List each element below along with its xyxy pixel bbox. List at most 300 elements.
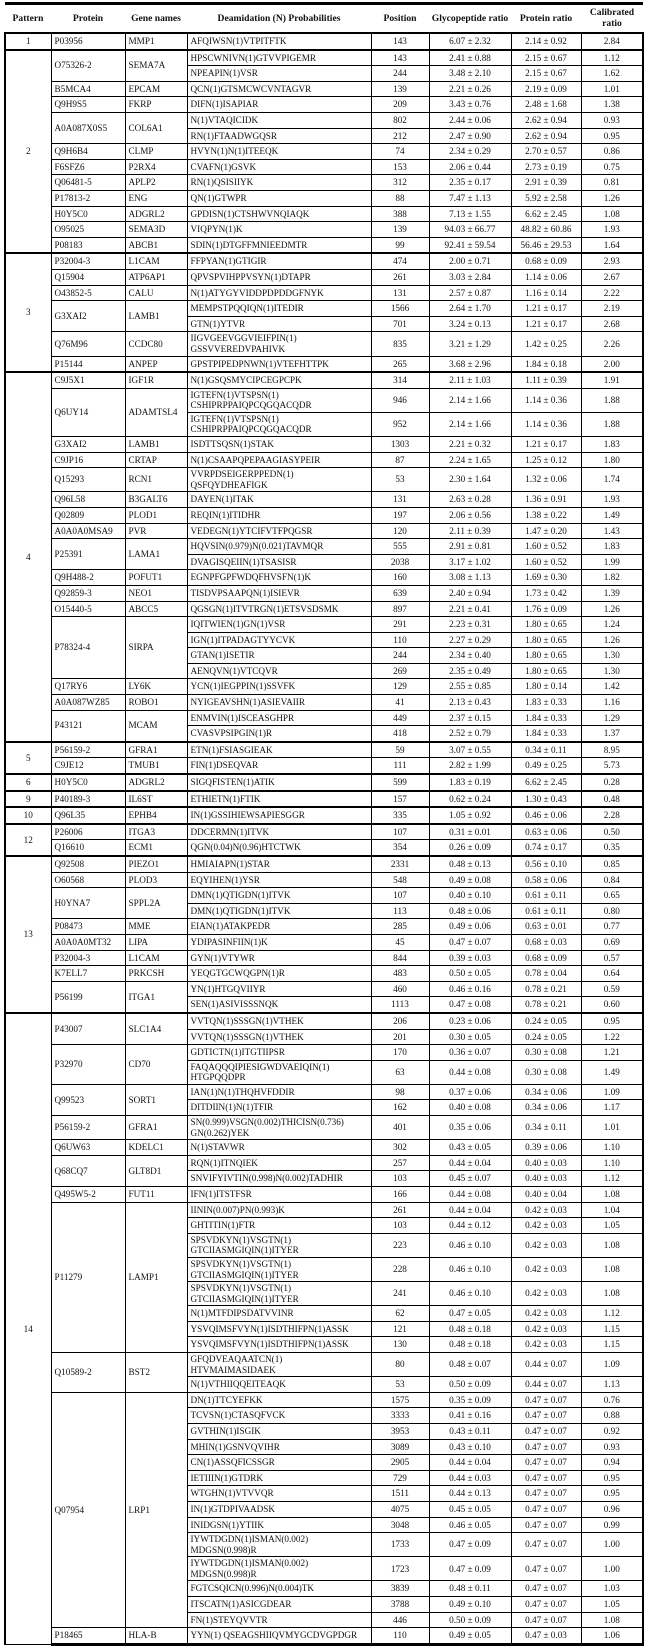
protein-ratio-cell: 0.47 ± 0.07 — [511, 1455, 581, 1471]
position-cell: 143 — [371, 33, 429, 50]
protein-ratio-cell: 0.42 ± 0.03 — [511, 1306, 581, 1322]
peptide-cell: EGNPFGPFWDQFHVSFN(1)K — [187, 570, 371, 586]
peptide-cell: DIFN(1)ISAPIAR — [187, 97, 371, 113]
calibrated-ratio-cell: 0.93 — [581, 113, 643, 129]
calibrated-ratio-cell: 1.08 — [581, 1282, 643, 1306]
calibrated-ratio-cell: 2.26 — [581, 332, 643, 356]
gene-cell: LY6K — [125, 679, 187, 695]
glycopeptide-ratio-cell: 0.46 ± 0.10 — [429, 1257, 511, 1281]
position-cell: 244 — [371, 66, 429, 82]
table-row — [5, 452, 643, 468]
header-pattern: Pattern — [5, 4, 51, 34]
table-row — [5, 97, 643, 113]
table-row — [5, 1116, 643, 1140]
peptide-cell: GPSTPIPEDPNWN(1)VTEFHTTPK — [187, 356, 371, 372]
protein-cell: P25391 — [51, 539, 125, 570]
calibrated-ratio-cell: 1.26 — [581, 191, 643, 207]
pattern-cell: 10 — [5, 807, 51, 824]
position-cell: 153 — [371, 159, 429, 175]
peptide-cell: SEN(1)ASIVISSSNQK — [187, 997, 371, 1013]
glycopeptide-ratio-cell: 0.48 ± 0.07 — [429, 1353, 511, 1377]
peptide-cell: ISDTTSQSN(1)STAK — [187, 437, 371, 453]
peptide-cell: SDIN(1)DTGFFMNIEEDMTR — [187, 237, 371, 253]
protein-cell: Q9H488-2 — [51, 570, 125, 586]
calibrated-ratio-cell: 0.95 — [581, 1013, 643, 1029]
peptide-cell: RN(1)QSISIIYK — [187, 175, 371, 191]
table-row — [5, 1155, 643, 1171]
position-cell: 241 — [371, 1282, 429, 1306]
gene-cell: ECM1 — [125, 840, 187, 856]
protein-cell: G3XAI2 — [51, 301, 125, 332]
glycopeptide-ratio-cell: 0.43 ± 0.11 — [429, 1423, 511, 1439]
glycopeptide-ratio-cell: 2.13 ± 0.43 — [429, 695, 511, 711]
position-cell: 139 — [371, 81, 429, 97]
position-cell: 1113 — [371, 997, 429, 1013]
calibrated-ratio-cell: 1.39 — [581, 585, 643, 601]
peptide-cell: DITDIIN(1)N(1)TFIR — [187, 1100, 371, 1116]
glycopeptide-ratio-cell: 0.49 ± 0.08 — [429, 872, 511, 888]
peptide-cell: N(1)VTAQICIDK — [187, 113, 371, 129]
table-row — [5, 950, 643, 966]
gene-cell: LAMA1 — [125, 539, 187, 570]
protein-ratio-cell: 0.34 ± 0.11 — [511, 1116, 581, 1140]
calibrated-ratio-cell: 1.42 — [581, 679, 643, 695]
calibrated-ratio-cell: 0.75 — [581, 159, 643, 175]
protein-cell: P11279 — [51, 1202, 125, 1352]
calibrated-ratio-cell: 1.15 — [581, 1337, 643, 1353]
glycopeptide-ratio-cell: 0.46 ± 0.16 — [429, 981, 511, 997]
protein-ratio-cell: 0.47 ± 0.07 — [511, 1423, 581, 1439]
glycopeptide-ratio-cell: 0.44 ± 0.08 — [429, 1060, 511, 1084]
table-row — [5, 388, 643, 412]
gene-cell: LAMB1 — [125, 437, 187, 453]
protein-ratio-cell: 0.44 ± 0.07 — [511, 1377, 581, 1393]
peptide-cell: IYWTDGDN(1)ISMAN(0.002) MDGSN(0.998)R — [187, 1533, 371, 1557]
glycopeptide-ratio-cell: 0.45 ± 0.05 — [429, 1501, 511, 1517]
position-cell: 555 — [371, 539, 429, 555]
calibrated-ratio-cell: 1.00 — [581, 1557, 643, 1581]
position-cell: 599 — [371, 774, 429, 791]
position-cell: 269 — [371, 663, 429, 679]
position-cell: 74 — [371, 144, 429, 160]
calibrated-ratio-cell: 1.43 — [581, 523, 643, 539]
gene-cell: SEMA3D — [125, 222, 187, 238]
protein-cell: P17813-2 — [51, 191, 125, 207]
peptide-cell: HQVSIN(0.979)N(0.021)TAVMQR — [187, 539, 371, 555]
position-cell: 3788 — [371, 1597, 429, 1613]
protein-ratio-cell: 1.84 ± 0.33 — [511, 710, 581, 726]
peptide-cell: QCN(1)GTSMCWCVNTAGVR — [187, 81, 371, 97]
glycopeptide-ratio-cell: 2.00 ± 0.71 — [429, 253, 511, 269]
gene-cell: P2RX4 — [125, 159, 187, 175]
gene-cell: SPPL2A — [125, 888, 187, 919]
protein-cell: Q07954 — [51, 1392, 125, 1627]
table-row — [5, 113, 643, 129]
gene-cell: COL6A1 — [125, 113, 187, 144]
gene-cell: EPCAM — [125, 81, 187, 97]
position-cell: 121 — [371, 1321, 429, 1337]
pattern-cell: 13 — [5, 856, 51, 1013]
peptide-cell: VEDEGN(1)YTCIFVTFPQGSR — [187, 523, 371, 539]
glycopeptide-ratio-cell: 2.91 ± 0.81 — [429, 539, 511, 555]
glycopeptide-ratio-cell: 2.14 ± 1.66 — [429, 412, 511, 436]
calibrated-ratio-cell: 1.88 — [581, 388, 643, 412]
glycopeptide-ratio-cell: 2.23 ± 0.31 — [429, 617, 511, 633]
glycopeptide-ratio-cell: 0.50 ± 0.09 — [429, 1377, 511, 1393]
protein-cell: O15440-5 — [51, 601, 125, 617]
protein-ratio-cell: 0.47 ± 0.07 — [511, 1439, 581, 1455]
glycopeptide-ratio-cell: 0.49 ± 0.05 — [429, 1628, 511, 1645]
protein-ratio-cell: 1.14 ± 0.36 — [511, 412, 581, 436]
table-row — [5, 791, 643, 808]
peptide-cell: GVTHIN(1)ISGIK — [187, 1423, 371, 1439]
position-cell: 418 — [371, 726, 429, 742]
table-row — [5, 285, 643, 301]
peptide-cell: QN(1)GTWPR — [187, 191, 371, 207]
position-cell: 201 — [371, 1029, 429, 1045]
gene-cell: CD70 — [125, 1045, 187, 1085]
glycopeptide-ratio-cell: 0.44 ± 0.04 — [429, 1455, 511, 1471]
table-row — [5, 679, 643, 695]
protein-ratio-cell: 1.21 ± 0.17 — [511, 316, 581, 332]
gene-cell: GFRA1 — [125, 1116, 187, 1140]
table-row — [5, 1045, 643, 1061]
glycopeptide-ratio-cell: 0.35 ± 0.06 — [429, 1116, 511, 1140]
protein-ratio-cell: 6.62 ± 2.45 — [511, 774, 581, 791]
protein-cell: Q495W5-2 — [51, 1187, 125, 1203]
protein-ratio-cell: 1.80 ± 0.65 — [511, 663, 581, 679]
protein-ratio-cell: 0.47 ± 0.07 — [511, 1581, 581, 1597]
position-cell: 449 — [371, 710, 429, 726]
calibrated-ratio-cell: 0.95 — [581, 128, 643, 144]
calibrated-ratio-cell: 1.30 — [581, 663, 643, 679]
calibrated-ratio-cell: 0.64 — [581, 966, 643, 982]
protein-ratio-cell: 1.80 ± 0.65 — [511, 632, 581, 648]
position-cell: 639 — [371, 585, 429, 601]
peptide-cell: HVYN(1)N(1)ITEEQK — [187, 144, 371, 160]
calibrated-ratio-cell: 0.93 — [581, 1439, 643, 1455]
protein-ratio-cell: 0.42 ± 0.03 — [511, 1218, 581, 1234]
peptide-cell: SPSVDKYN(1)VSGTN(1) GTCIIASMGIQIN(1)ITYER — [187, 1233, 371, 1257]
glycopeptide-ratio-cell: 1.83 ± 0.19 — [429, 774, 511, 791]
calibrated-ratio-cell: 1.21 — [581, 1045, 643, 1061]
glycopeptide-ratio-cell: 92.41 ± 59.54 — [429, 237, 511, 253]
peptide-cell: YSVQIMSFVYN(1)ISDTHIFPN(1)ASSK — [187, 1337, 371, 1353]
protein-ratio-cell: 0.42 ± 0.03 — [511, 1337, 581, 1353]
peptide-cell: SPSVDKYN(1)VSGTN(1) GTCIIASMGIQIN(1)ITYER — [187, 1282, 371, 1306]
protein-cell: G3XAI2 — [51, 437, 125, 453]
protein-cell: A0A0A0MT32 — [51, 934, 125, 950]
position-cell: 291 — [371, 617, 429, 633]
position-cell: 41 — [371, 695, 429, 711]
protein-cell: P08473 — [51, 919, 125, 935]
peptide-cell: EQYIHEN(1)YSR — [187, 872, 371, 888]
protein-cell: P32970 — [51, 1045, 125, 1085]
gene-cell: PIEZO1 — [125, 856, 187, 872]
gene-cell: ADGRL2 — [125, 774, 187, 791]
peptide-cell: QPVSPVIHPPVSYN(1)DTAPR — [187, 269, 371, 285]
protein-cell: K7ELL7 — [51, 966, 125, 982]
protein-ratio-cell: 0.30 ± 0.08 — [511, 1060, 581, 1084]
table-row — [5, 437, 643, 453]
protein-ratio-cell: 0.49 ± 0.25 — [511, 758, 581, 774]
gene-cell: ADAMTSL4 — [125, 388, 187, 436]
peptide-cell: IN(1)GTDPIVAADSK — [187, 1501, 371, 1517]
calibrated-ratio-cell: 1.01 — [581, 81, 643, 97]
header-protein-ratio: Protein ratio — [511, 4, 581, 34]
position-cell: 53 — [371, 468, 429, 492]
position-cell: 1723 — [371, 1557, 429, 1581]
protein-ratio-cell: 2.19 ± 0.09 — [511, 81, 581, 97]
position-cell: 197 — [371, 507, 429, 523]
table-row — [5, 175, 643, 191]
gene-cell: LRP1 — [125, 1392, 187, 1627]
table-row — [5, 206, 643, 222]
protein-cell: H0Y5C0 — [51, 774, 125, 791]
calibrated-ratio-cell: 0.28 — [581, 774, 643, 791]
table-row — [5, 222, 643, 238]
calibrated-ratio-cell: 1.15 — [581, 1321, 643, 1337]
glycopeptide-ratio-cell: 2.82 ± 1.99 — [429, 758, 511, 774]
position-cell: 162 — [371, 1100, 429, 1116]
glycopeptide-ratio-cell: 2.57 ± 0.87 — [429, 285, 511, 301]
position-cell: 129 — [371, 679, 429, 695]
position-cell: 120 — [371, 523, 429, 539]
glycopeptide-ratio-cell: 0.47 ± 0.09 — [429, 1557, 511, 1581]
protein-ratio-cell: 0.47 ± 0.07 — [511, 1408, 581, 1424]
position-cell: 166 — [371, 1187, 429, 1203]
table-row — [5, 570, 643, 586]
glycopeptide-ratio-cell: 2.11 ± 0.39 — [429, 523, 511, 539]
calibrated-ratio-cell: 0.69 — [581, 934, 643, 950]
table-row — [5, 774, 643, 791]
glycopeptide-ratio-cell: 2.37 ± 0.15 — [429, 710, 511, 726]
gene-cell: SIRPA — [125, 617, 187, 679]
glycopeptide-ratio-cell: 2.41 ± 0.88 — [429, 50, 511, 66]
gene-cell: MCAM — [125, 710, 187, 742]
header-gene-names: Gene names — [125, 4, 187, 34]
table-header — [5, 4, 643, 34]
protein-ratio-cell: 0.40 ± 0.03 — [511, 1155, 581, 1171]
calibrated-ratio-cell: 0.99 — [581, 1517, 643, 1533]
gene-cell: PVR — [125, 523, 187, 539]
protein-ratio-cell: 1.80 ± 0.14 — [511, 679, 581, 695]
glycopeptide-ratio-cell: 3.07 ± 0.55 — [429, 742, 511, 758]
protein-ratio-cell: 2.62 ± 0.94 — [511, 113, 581, 129]
calibrated-ratio-cell: 1.03 — [581, 1581, 643, 1597]
peptide-cell: SIGQFISTEN(1)ATIK — [187, 774, 371, 791]
calibrated-ratio-cell: 1.93 — [581, 492, 643, 508]
table-row — [5, 742, 643, 758]
position-cell: 63 — [371, 1060, 429, 1084]
calibrated-ratio-cell: 1.12 — [581, 50, 643, 66]
calibrated-ratio-cell: 1.80 — [581, 452, 643, 468]
calibrated-ratio-cell: 2.19 — [581, 301, 643, 317]
protein-ratio-cell: 0.58 ± 0.06 — [511, 872, 581, 888]
position-cell: 244 — [371, 648, 429, 664]
protein-ratio-cell: 0.47 ± 0.07 — [511, 1612, 581, 1628]
calibrated-ratio-cell: 1.06 — [581, 1628, 643, 1645]
pattern-cell: 1 — [5, 33, 51, 50]
position-cell: 302 — [371, 1140, 429, 1156]
table-row — [5, 601, 643, 617]
peptide-cell: VVTQN(1)SSSGN(1)VTHEK — [187, 1013, 371, 1029]
peptide-cell: GPDISN(1)CTSHWVNQIAQK — [187, 206, 371, 222]
peptide-cell: IGTEFN(1)VTSPSN(1) CSHIPRPPAIQPCQGQACQDR — [187, 412, 371, 436]
glycopeptide-ratio-cell: 2.21 ± 0.26 — [429, 81, 511, 97]
calibrated-ratio-cell: 1.37 — [581, 726, 643, 742]
protein-ratio-cell: 0.42 ± 0.03 — [511, 1321, 581, 1337]
peptide-cell: VIQPYN(1)K — [187, 222, 371, 238]
gene-cell: IL6ST — [125, 791, 187, 808]
glycopeptide-ratio-cell: 0.48 ± 0.18 — [429, 1321, 511, 1337]
protein-ratio-cell: 5.92 ± 2.58 — [511, 191, 581, 207]
calibrated-ratio-cell: 1.24 — [581, 617, 643, 633]
glycopeptide-ratio-cell: 94.03 ± 66.77 — [429, 222, 511, 238]
protein-cell: Q15904 — [51, 269, 125, 285]
protein-ratio-cell: 1.21 ± 0.17 — [511, 301, 581, 317]
protein-ratio-cell: 1.14 ± 0.36 — [511, 388, 581, 412]
calibrated-ratio-cell: 1.08 — [581, 1187, 643, 1203]
peptide-cell: GTAN(1)ISETIR — [187, 648, 371, 664]
table-row — [5, 872, 643, 888]
peptide-cell: CVAFN(1)GSVK — [187, 159, 371, 175]
protein-cell: O95025 — [51, 222, 125, 238]
gene-cell: FUT11 — [125, 1187, 187, 1203]
protein-ratio-cell: 0.68 ± 0.09 — [511, 253, 581, 269]
glycopeptide-ratio-cell: 0.47 ± 0.05 — [429, 1306, 511, 1322]
protein-ratio-cell: 1.21 ± 0.17 — [511, 437, 581, 453]
calibrated-ratio-cell: 0.88 — [581, 1408, 643, 1424]
protein-cell: Q92859-3 — [51, 585, 125, 601]
peptide-cell: TISDVPSAAPQN(1)ISIEVR — [187, 585, 371, 601]
gene-cell: NEO1 — [125, 585, 187, 601]
gene-cell: MMP1 — [125, 33, 187, 50]
pattern-cell: 14 — [5, 1013, 51, 1644]
glycopeptide-ratio-cell: 2.47 ± 0.90 — [429, 128, 511, 144]
peptide-cell: YEQGTGCWQGPN(1)R — [187, 966, 371, 982]
protein-ratio-cell: 0.24 ± 0.05 — [511, 1029, 581, 1045]
protein-cell: Q17RY6 — [51, 679, 125, 695]
protein-ratio-cell: 1.32 ± 0.06 — [511, 468, 581, 492]
calibrated-ratio-cell: 0.95 — [581, 1470, 643, 1486]
glycopeptide-ratio-cell: 2.55 ± 0.85 — [429, 679, 511, 695]
peptide-cell: IQITWIEN(1)GN(1)VSR — [187, 617, 371, 633]
protein-cell: Q10589-2 — [51, 1353, 125, 1393]
calibrated-ratio-cell: 1.05 — [581, 1218, 643, 1234]
protein-ratio-cell: 1.38 ± 0.22 — [511, 507, 581, 523]
position-cell: 98 — [371, 1084, 429, 1100]
position-cell: 2905 — [371, 1455, 429, 1471]
peptide-cell: GHTITIN(1)FTR — [187, 1218, 371, 1234]
table-row — [5, 1353, 643, 1377]
calibrated-ratio-cell: 0.80 — [581, 903, 643, 919]
table-row — [5, 1013, 643, 1029]
glycopeptide-ratio-cell: 2.30 ± 1.64 — [429, 468, 511, 492]
protein-cell: P08183 — [51, 237, 125, 253]
protein-ratio-cell: 0.47 ± 0.07 — [511, 1517, 581, 1533]
position-cell: 3953 — [371, 1423, 429, 1439]
calibrated-ratio-cell: 1.01 — [581, 1116, 643, 1140]
peptide-cell: FFPYAN(1)GTIGIR — [187, 253, 371, 269]
peptide-cell: DMN(1)QTIGDN(1)ITVK — [187, 888, 371, 904]
gene-cell: ITGA1 — [125, 981, 187, 1013]
protein-ratio-cell: 0.47 ± 0.07 — [511, 1533, 581, 1557]
glycopeptide-ratio-cell: 3.03 ± 2.84 — [429, 269, 511, 285]
position-cell: 99 — [371, 237, 429, 253]
protein-cell: Q99523 — [51, 1084, 125, 1115]
protein-cell: A0A087WZ85 — [51, 695, 125, 711]
protein-cell: C9JP16 — [51, 452, 125, 468]
calibrated-ratio-cell: 1.12 — [581, 1171, 643, 1187]
position-cell: 483 — [371, 966, 429, 982]
protein-cell: P56199 — [51, 981, 125, 1013]
protein-ratio-cell: 6.62 ± 2.45 — [511, 206, 581, 222]
position-cell: 160 — [371, 570, 429, 586]
position-cell: 897 — [371, 601, 429, 617]
table-row — [5, 1187, 643, 1203]
calibrated-ratio-cell: 1.10 — [581, 1140, 643, 1156]
table-row — [5, 758, 643, 774]
table-row — [5, 966, 643, 982]
glycopeptide-ratio-cell: 3.24 ± 0.13 — [429, 316, 511, 332]
protein-cell: Q68CQ7 — [51, 1155, 125, 1186]
protein-ratio-cell: 0.30 ± 0.08 — [511, 1045, 581, 1061]
protein-ratio-cell: 0.46 ± 0.06 — [511, 807, 581, 824]
protein-ratio-cell: 0.68 ± 0.09 — [511, 950, 581, 966]
protein-ratio-cell: 2.15 ± 0.67 — [511, 66, 581, 82]
glycopeptide-ratio-cell: 2.11 ± 1.03 — [429, 372, 511, 388]
position-cell: 110 — [371, 1628, 429, 1645]
protein-cell: B5MCA4 — [51, 81, 125, 97]
table-row — [5, 50, 643, 66]
peptide-cell: RQN(1)ITNQIEK — [187, 1155, 371, 1171]
gene-cell: ABCB1 — [125, 237, 187, 253]
table-row — [5, 523, 643, 539]
glycopeptide-ratio-cell: 2.06 ± 0.44 — [429, 159, 511, 175]
calibrated-ratio-cell: 1.26 — [581, 601, 643, 617]
calibrated-ratio-cell: 1.08 — [581, 206, 643, 222]
position-cell: 212 — [371, 128, 429, 144]
protein-ratio-cell: 1.80 ± 0.65 — [511, 617, 581, 633]
peptide-cell: IETIIIN(1)GTDRK — [187, 1470, 371, 1486]
table-row — [5, 269, 643, 285]
table-row — [5, 617, 643, 633]
gene-cell: POFUT1 — [125, 570, 187, 586]
protein-cell: A0A0A0MSA9 — [51, 523, 125, 539]
table-row — [5, 824, 643, 840]
protein-ratio-cell: 0.24 ± 0.05 — [511, 1013, 581, 1029]
peptide-cell: FIN(1)DSEQVAR — [187, 758, 371, 774]
calibrated-ratio-cell: 2.00 — [581, 356, 643, 372]
protein-cell: H0Y5C0 — [51, 206, 125, 222]
glycopeptide-ratio-cell: 0.44 ± 0.12 — [429, 1218, 511, 1234]
table-row — [5, 237, 643, 253]
position-cell: 474 — [371, 253, 429, 269]
glycopeptide-ratio-cell: 0.47 ± 0.09 — [429, 1533, 511, 1557]
peptide-cell: QGSGN(1)ITVTRGN(1)ETSVSDSMK — [187, 601, 371, 617]
calibrated-ratio-cell: 0.81 — [581, 175, 643, 191]
table-row — [5, 1202, 643, 1218]
glycopeptide-ratio-cell: 3.48 ± 2.10 — [429, 66, 511, 82]
table-row — [5, 372, 643, 388]
protein-ratio-cell: 1.73 ± 0.42 — [511, 585, 581, 601]
gene-cell: ENG — [125, 191, 187, 207]
table-body — [5, 33, 643, 1644]
peptide-cell: FAQAQQQIPIESIGWDVAEIQIN(1) HTGPQQDPR — [187, 1060, 371, 1084]
header-protein: Protein — [51, 4, 125, 34]
peptide-cell: MEMPSTPQQIQN(1)ITEDIR — [187, 301, 371, 317]
